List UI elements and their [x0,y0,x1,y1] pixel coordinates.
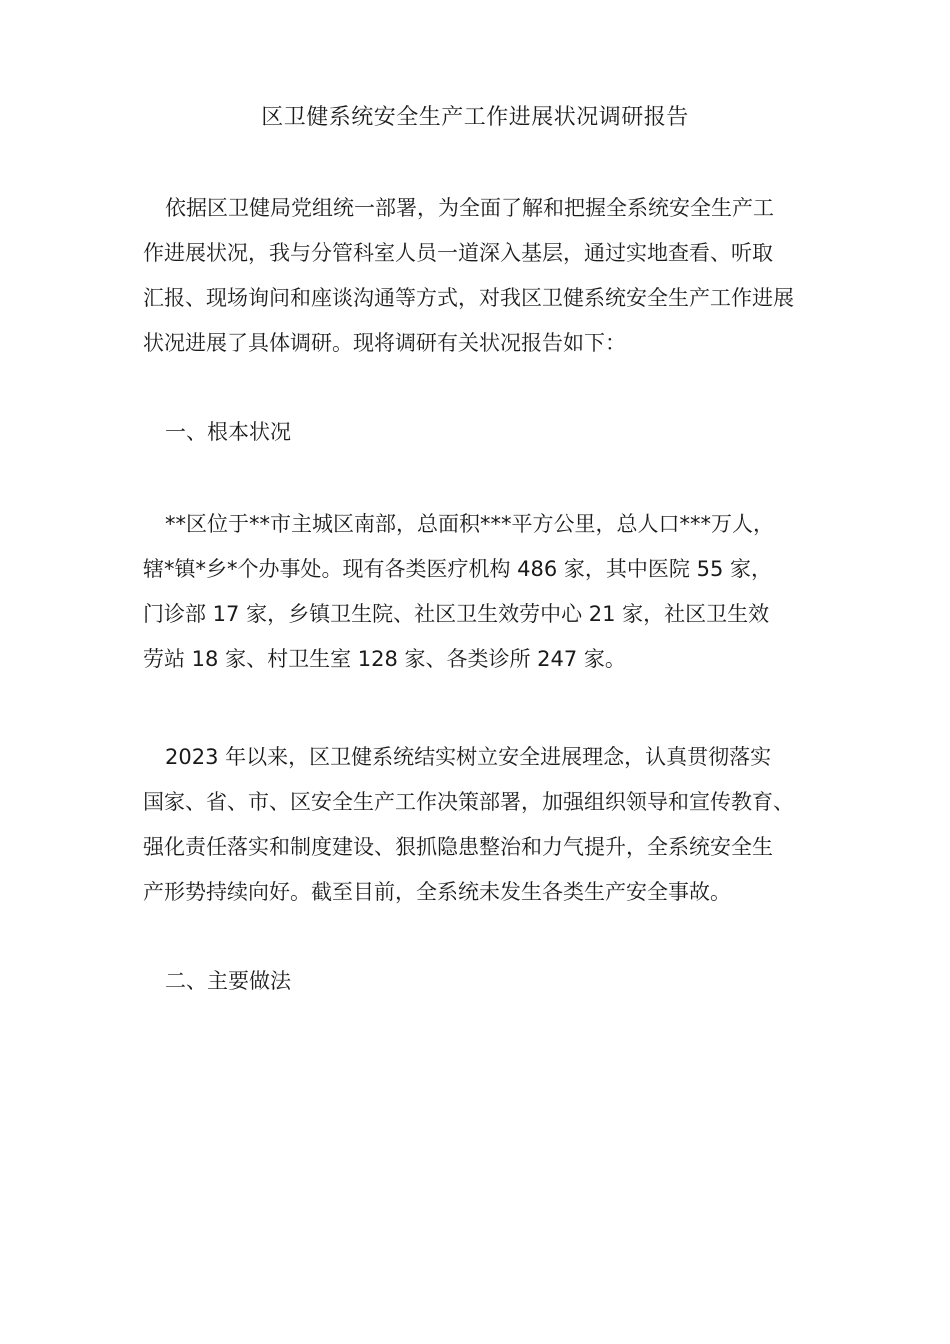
paragraph-line: 状况进展了具体调研。现将调研有关状况报告如下： [143,331,626,355]
paragraph-line: 依据区卫健局党组统一部署，为全面了解和把握全系统安全生产工 [165,196,774,220]
paragraph-line: 国家、省、市、区安全生产工作决策部署，加强组织领导和宣传教育、 [143,790,794,814]
section-heading-text: 一、根本状况 [165,420,291,444]
safety-progress-paragraph [143,735,821,915]
paragraph-line: 2023 年以来，区卫健系统结实树立安全进展理念，认真贯彻落实 [165,745,772,769]
paragraph-line: 辖*镇*乡*个办事处。现有各类医疗机构 486 家，其中医院 55 家， [143,557,773,581]
basic-situation-paragraph [143,502,821,682]
paragraph-line: 强化责任落实和制度建设、狠抓隐患整治和力气提升，全系统安全生 [143,835,773,859]
paragraph-line: 门诊部 17 家，乡镇卫生院、社区卫生效劳中心 21 家，社区卫生效 [143,602,770,626]
intro-paragraph [143,186,821,366]
section-heading-basic-situation [143,410,821,455]
section-heading-main-practices [143,959,821,1004]
paragraph-line: 汇报、现场询问和座谈沟通等方式，对我区卫健系统安全生产工作进展 [143,286,794,310]
section-heading-text: 二、主要做法 [165,969,291,993]
paragraph-line: **区位于**市主城区南部，总面积***平方公里，总人口***万人， [165,512,774,536]
paragraph-line: 劳站 18 家、村卫生室 128 家、各类诊所 247 家。 [143,647,626,671]
document-title: 区卫健系统安全生产工作进展状况调研报告 [261,105,689,130]
paragraph-line: 作进展状况，我与分管科室人员一道深入基层，通过实地查看、听取 [143,241,773,265]
paragraph-line: 产形势持续向好。截至目前，全系统未发生各类生产安全事故。 [143,880,731,904]
